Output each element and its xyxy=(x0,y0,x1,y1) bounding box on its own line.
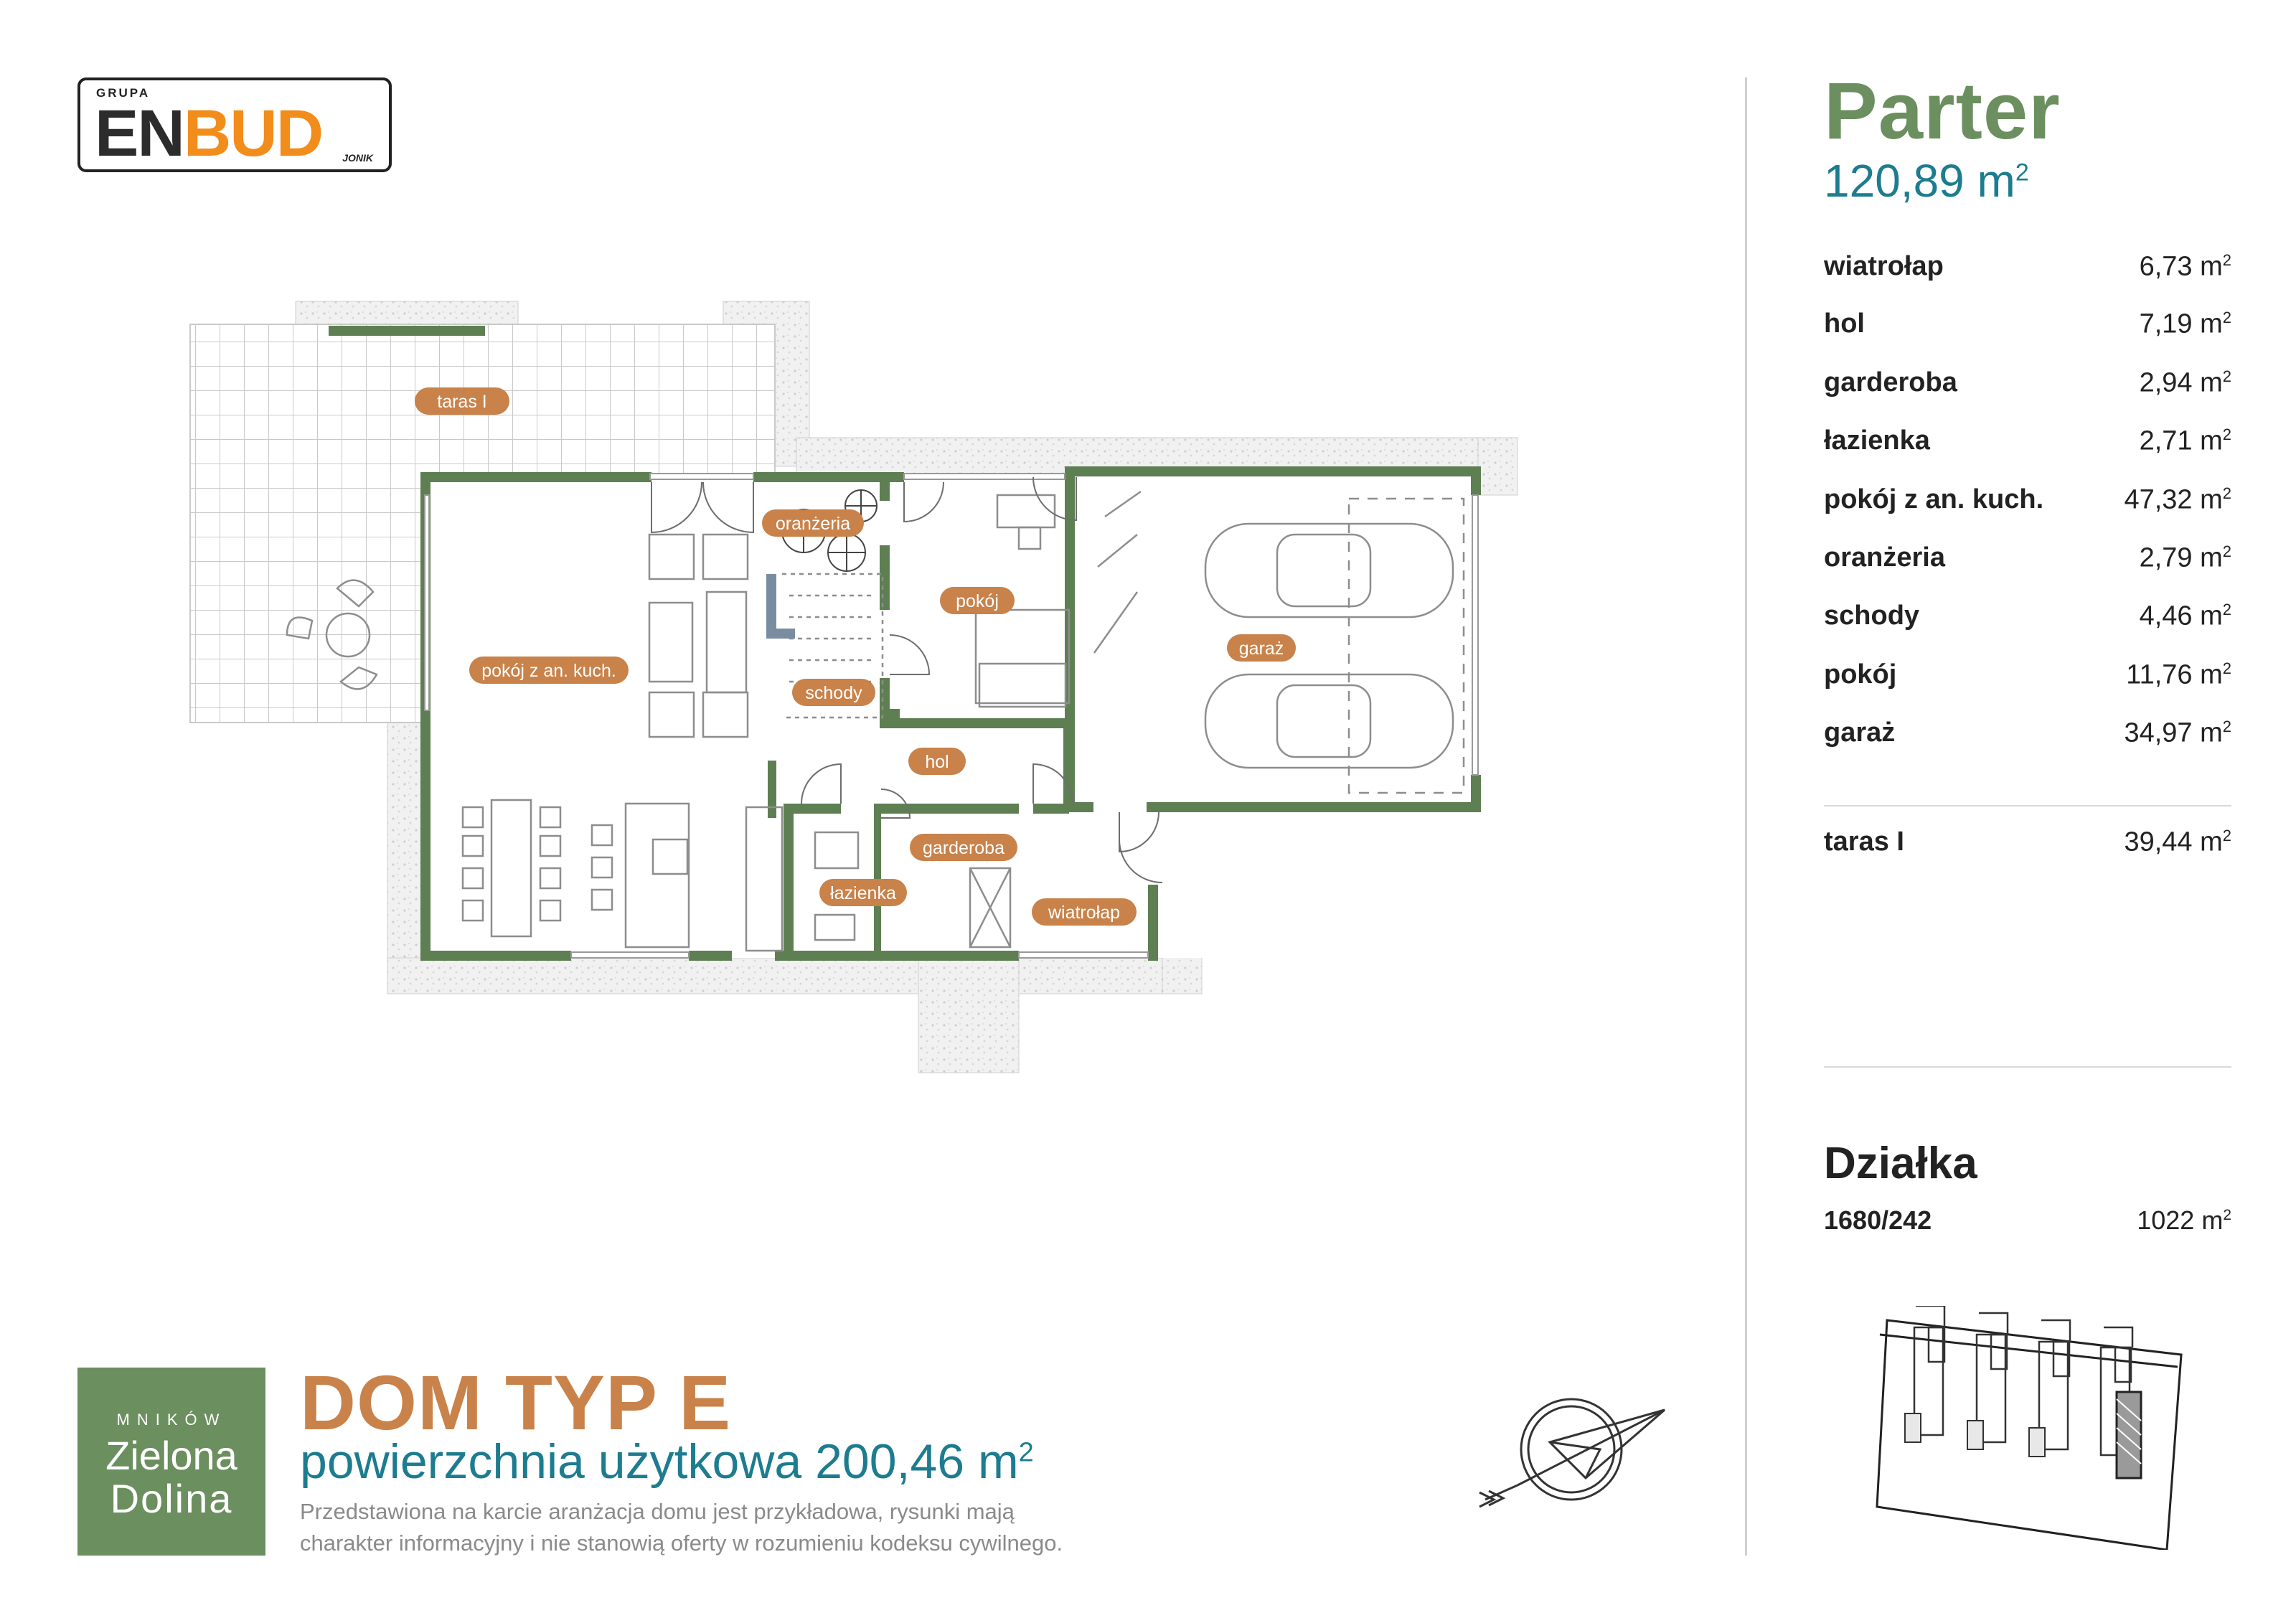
house-usable-area-text: powierzchnia użytkowa 200,46 m xyxy=(300,1434,1019,1489)
room-name: pokój xyxy=(1824,659,1897,690)
terrace-area-sup: 2 xyxy=(2222,827,2231,845)
disclaimer-line2: charakter informacyjny i nie stanowią oferty w rozumieniu kodeksu cywilnego. xyxy=(300,1530,1063,1556)
room-area-value: 2,94 m xyxy=(2139,367,2223,398)
plot-area-sup: 2 xyxy=(2223,1207,2231,1223)
label-pokoj-text: pokój xyxy=(956,591,999,611)
room-area xyxy=(2126,659,2231,691)
logo-group-text: GRUPA xyxy=(96,86,151,100)
room-area-sup: 2 xyxy=(2222,601,2231,618)
room-area-sup: 2 xyxy=(2222,309,2231,326)
room-area xyxy=(2124,484,2231,516)
terrace-area-value: 39,44 m xyxy=(2124,827,2223,857)
disclaimer xyxy=(300,1496,1233,1559)
floor-area xyxy=(1824,154,2029,207)
room-area-value: 7,19 m xyxy=(2139,309,2223,339)
label-wiatrolap-text: wiatrołap xyxy=(1048,903,1121,923)
room-area-sup: 2 xyxy=(2222,251,2231,269)
room-area-value: 6,73 m xyxy=(2139,251,2223,282)
floor-title: Parter xyxy=(1824,66,2061,156)
label-pokoj xyxy=(940,587,1015,614)
label-schody xyxy=(792,679,875,706)
room-row xyxy=(1824,251,2231,280)
floor-plan xyxy=(0,0,1578,1119)
room-name: wiatrołap xyxy=(1824,251,1944,281)
terrace-row xyxy=(1824,827,2231,855)
compass-icon xyxy=(1464,1378,1679,1521)
disclaimer-line1: Przedstawiona na karcie aranżacja domu jest przykładowa, rysunki mają xyxy=(300,1499,1015,1524)
panel-divider xyxy=(1745,77,1747,1556)
floor-area-sup: 2 xyxy=(2015,159,2029,187)
logo-sub-text: JONIK xyxy=(342,152,373,164)
estate-logo-line1: MNIKÓW xyxy=(116,1411,227,1429)
room-name: pokój z an. kuch. xyxy=(1824,484,2044,514)
room-area-sup: 2 xyxy=(2222,718,2231,735)
room-area-value: 2,79 m xyxy=(2139,542,2223,573)
plot-number: 1680/242 xyxy=(1824,1205,1932,1235)
house-usable-area-sup: 2 xyxy=(1018,1437,1034,1468)
room-area xyxy=(2140,309,2231,340)
label-pokoj-kuch xyxy=(469,657,629,684)
label-lazienka xyxy=(819,879,907,906)
terrace-wall xyxy=(329,326,485,336)
room-area-sup: 2 xyxy=(2222,484,2231,502)
label-garaz xyxy=(1227,634,1296,662)
room-area-value: 34,97 m xyxy=(2124,718,2223,748)
room-area-sup: 2 xyxy=(2222,542,2231,560)
separator-line xyxy=(1824,805,2231,806)
room-name: hol xyxy=(1824,309,1865,339)
label-hol xyxy=(908,748,966,775)
room-row xyxy=(1824,542,2231,571)
room-area xyxy=(2140,425,2231,457)
label-lazienka-text: łazienka xyxy=(830,883,896,903)
label-hol-text: hol xyxy=(925,752,949,772)
estate-logo-line2: Zielona xyxy=(105,1433,237,1478)
terrace-area xyxy=(2124,827,2231,858)
label-oranzeria xyxy=(762,509,864,537)
room-name: oranżeria xyxy=(1824,542,1945,573)
label-pokoj-kuch-text: pokój z an. kuch. xyxy=(481,661,616,681)
room-area xyxy=(2140,542,2231,574)
room-area-sup: 2 xyxy=(2222,367,2231,385)
floor-area-value: 120,89 m xyxy=(1824,155,2015,207)
site-plan-map xyxy=(1873,1306,2188,1550)
logo-brand-part2: BUD xyxy=(183,97,323,170)
label-taras-text: taras I xyxy=(437,392,487,412)
room-row xyxy=(1824,484,2231,513)
plot-area-value: 1022 m xyxy=(2137,1205,2224,1235)
house-usable-area xyxy=(300,1434,1034,1490)
room-area xyxy=(2140,601,2231,632)
room-area-sup: 2 xyxy=(2222,425,2231,443)
room-row xyxy=(1824,718,2231,746)
estate-logo-line3: Dolina xyxy=(110,1476,233,1521)
plot-area xyxy=(2124,1205,2231,1236)
label-oranzeria-text: oranżeria xyxy=(775,514,851,534)
room-area-value: 47,32 m xyxy=(2124,484,2223,515)
room-row xyxy=(1824,425,2231,454)
room-row xyxy=(1824,659,2231,688)
label-garaz-text: garaż xyxy=(1238,639,1284,659)
house-type-title: DOM TYP E xyxy=(300,1359,732,1446)
room-area xyxy=(2124,718,2231,749)
room-area-value: 4,46 m xyxy=(2139,601,2223,631)
label-garderoba-text: garderoba xyxy=(923,838,1004,858)
label-wiatrolap xyxy=(1032,898,1137,926)
room-name: garaż xyxy=(1824,718,1896,748)
logo-brand-part1: EN xyxy=(95,97,184,170)
estate-logo xyxy=(77,1368,265,1556)
room-row xyxy=(1824,367,2231,396)
room-row xyxy=(1824,309,2231,337)
room-area-value: 11,76 m xyxy=(2126,659,2223,690)
terrace-name: taras I xyxy=(1824,827,1904,857)
separator-line xyxy=(1824,1066,2231,1068)
room-row xyxy=(1824,601,2231,629)
room-name: schody xyxy=(1824,601,1920,631)
room-area xyxy=(2140,251,2231,283)
room-area xyxy=(2140,367,2231,399)
room-name: garderoba xyxy=(1824,367,1957,397)
label-garderoba xyxy=(910,834,1017,861)
room-area-value: 2,71 m xyxy=(2139,425,2223,456)
room-area-sup: 2 xyxy=(2222,659,2231,677)
plot-title: Działka xyxy=(1824,1139,1977,1188)
label-taras xyxy=(415,387,509,415)
room-name: łazienka xyxy=(1824,425,1930,456)
label-schody-text: schody xyxy=(805,683,862,703)
